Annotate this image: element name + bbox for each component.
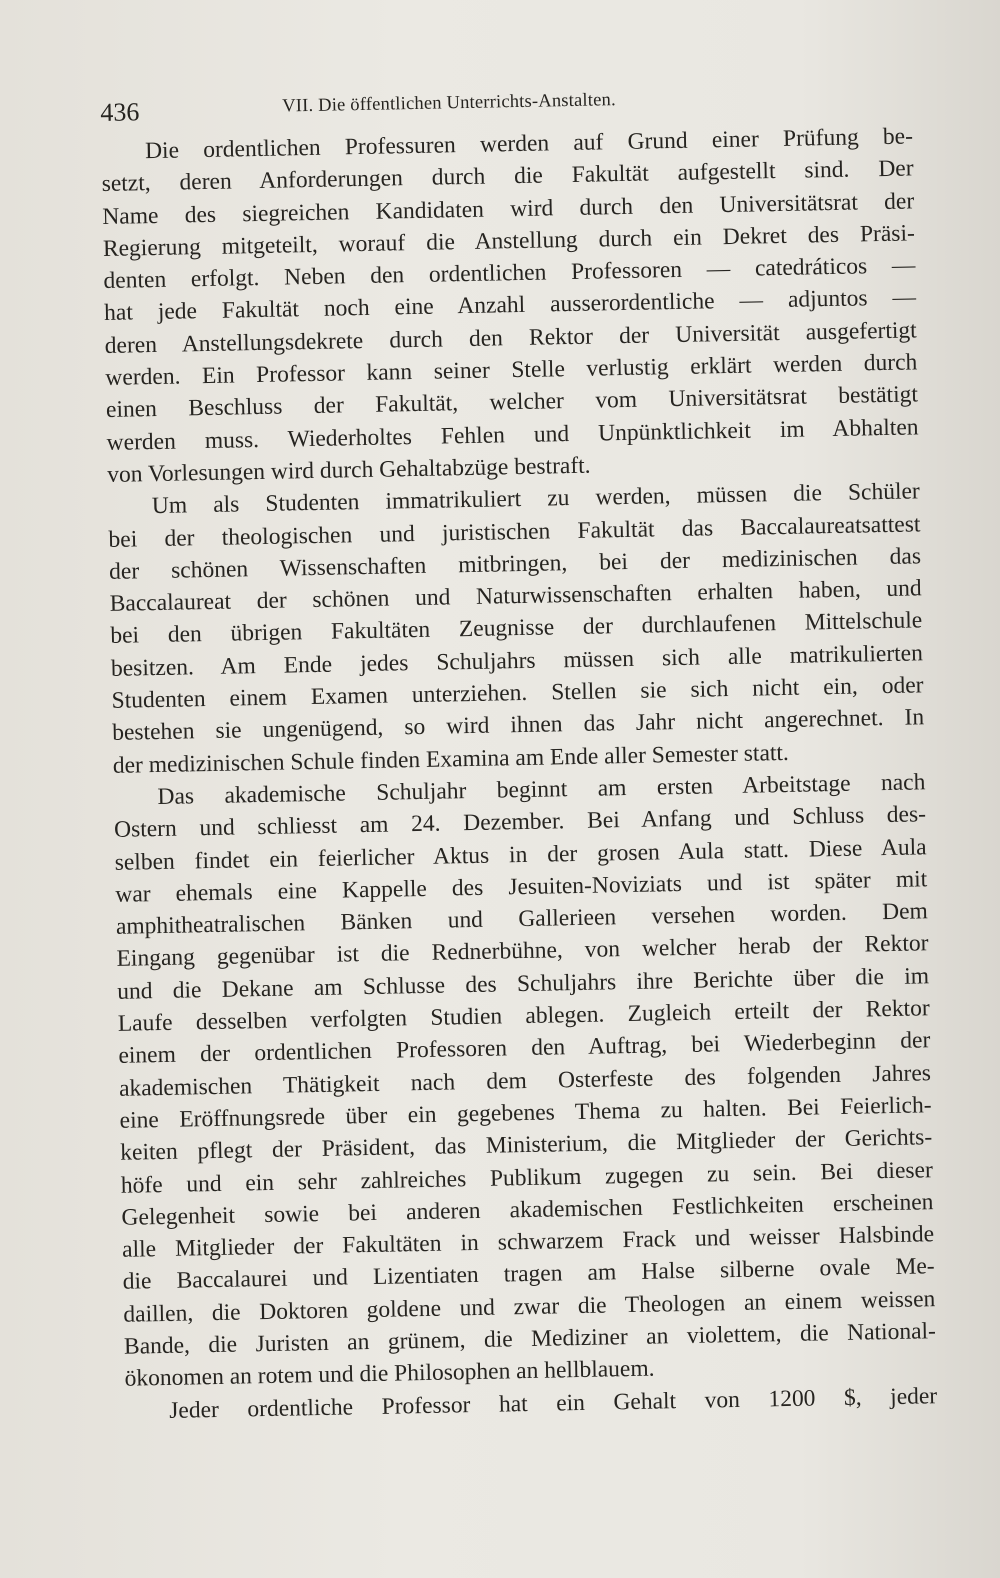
text-line: einem der ordentlichen Professoren den Auftrag, bei Wiederbeginn der xyxy=(118,1027,931,1070)
text-line: Name des siegreichen Kandidaten wird durch den Universitätsrat der xyxy=(102,187,915,230)
text-line: die Baccalaurei und Lizentiaten tragen am Halse silberne ovale Me- xyxy=(122,1253,935,1296)
text-line: Laufe desselben verfolgten Studien ablegen. Zugleich erteilt der Rektor xyxy=(117,995,930,1037)
text-line: keiten pflegt der Präsident, das Ministerium, die Mitglieder der Gerichts- xyxy=(120,1124,933,1167)
text-line: Um als Studenten immatrikuliert zu werden, müssen die Schüler xyxy=(151,478,920,520)
text-line: alle Mitglieder der Fakultäten in schwarzem Frack und weisser Halsbinde xyxy=(121,1221,935,1263)
text-line: Eingang gegenübar ist die Rednerbühne, von welcher herab der Rektor xyxy=(116,930,929,973)
text-line: Jeder ordentliche Professor hat ein Gehalt von 1200 $, jeder xyxy=(168,1382,938,1424)
text-line: Bande, die Juristen an grünem, die Mediziner an violettem, die National- xyxy=(123,1318,937,1360)
text-line: ökonomen an rotem und die Philosophen an hellblauem. xyxy=(124,1355,655,1393)
text-line: eine Eröffnungsrede über ein gegebenes Thema zu halten. Bei Feierlich- xyxy=(119,1092,932,1134)
text-line: und die Dekane am Schlusse des Schuljahrs ihre Berichte über die im xyxy=(116,962,930,1005)
running-head: VII. Die öffentlichen Unterrichts-Anstalten. xyxy=(282,90,617,117)
page-number: 436 xyxy=(100,97,140,127)
text-line: Die ordentlichen Professuren werden auf Grund einer Prüfung be- xyxy=(144,123,914,165)
text-line: war ehemals eine Kappelle des Jesuiten-Noviziats und ist später mit xyxy=(115,866,928,908)
text-line: Ostern und schliesst am 24. Dezember. Bei Anfang und Schluss des- xyxy=(113,801,927,844)
text-line: Regierung mitgeteilt, worauf die Anstellung durch ein Dekret des Präsi- xyxy=(102,220,916,262)
text-line: amphitheatralischen Bänken und Gallerieen versehen worden. Dem xyxy=(115,898,929,940)
text-line: denten erfolgt. Neben den ordentlichen Professoren — catedráticos — xyxy=(103,252,916,295)
text-line: deren Anstellungsdekrete durch den Rektor der Universität ausgefertigt xyxy=(104,317,917,359)
text-line: akademischen Thätigkeit nach dem Osterfeste des folgenden Jahres xyxy=(118,1059,932,1102)
text-line: einen Beschluss der Fakultät, welcher vom Universitätsrat bestätigt xyxy=(105,381,919,424)
paragraph xyxy=(113,766,937,1395)
text-line: der medizinischen Schule finden Examina am Ende aller Semester statt. xyxy=(112,739,790,779)
paragraph xyxy=(108,476,925,782)
paragraph xyxy=(101,120,920,491)
text-line: werden muss. Wiederholtes Fehlen und Unpünktlichkeit im Abhalten xyxy=(106,414,919,456)
text-line: der schönen Wissenschaften mitbringen, bei der medizinischen das xyxy=(108,543,922,585)
text-line: daillen, die Doktoren goldene und zwar die Theologen an einem weissen xyxy=(123,1285,936,1328)
text-line: Gelegenheit sowie bei anderen akademischen Festlichkeiten erscheinen xyxy=(121,1189,934,1231)
text-line: bei der theologischen und juristischen Fakultät das Baccalaureatsattest xyxy=(108,510,921,553)
text-line: setzt, deren Anforderungen durch die Fakultät aufgestellt sind. Der xyxy=(101,155,914,198)
text-line: bei den übrigen Fakultäten Zeugnisse der durchlaufenen Mittelschule xyxy=(110,607,923,650)
page-content xyxy=(100,80,937,1427)
text-line: hat jede Fakultät noch eine Anzahl ausserordentliche — adjuntos — xyxy=(103,284,917,327)
text-line: von Vorlesungen wird durch Gehaltabzüge bestraft. xyxy=(107,452,591,488)
text-line: bestehen sie ungenügend, so wird ihnen das Jahr nicht angerechnet. In xyxy=(111,704,925,747)
body-text xyxy=(101,120,938,1427)
text-line: werden. Ein Professor kann seiner Stelle verlustig erklärt werden durch xyxy=(105,349,918,392)
text-line: selben findet ein feierlicher Aktus in der grosen Aula statt. Diese Aula xyxy=(114,833,927,876)
text-line: höfe und ein sehr zahlreiches Publikum zugegen zu sein. Bei dieser xyxy=(120,1156,934,1199)
text-line: Baccalaureat der schönen und Naturwissenschaften erhalten haben, und xyxy=(109,575,922,618)
text-line: Das akademische Schuljahr beginnt am ersten Arbeitstage nach xyxy=(157,769,926,810)
text-line: Studenten einem Examen unterziehen. Stellen sie sich nicht ein, oder xyxy=(111,672,924,714)
text-line: besitzen. Am Ende jedes Schuljahrs müssen sich alle matrikulierten xyxy=(110,640,924,682)
